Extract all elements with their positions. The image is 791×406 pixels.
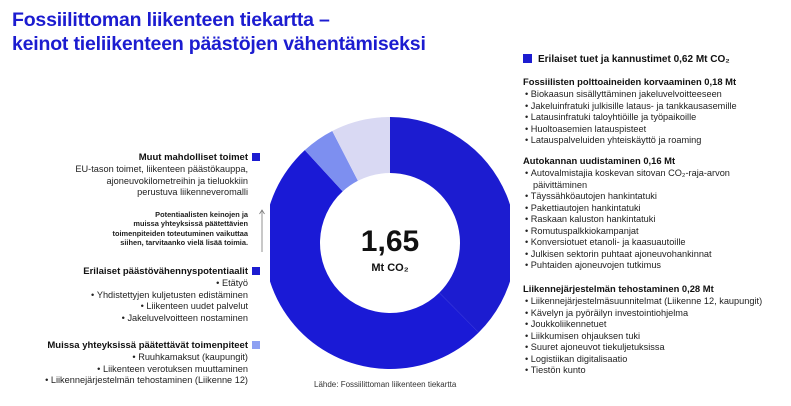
group-liikennejarjestelma — [523, 283, 785, 377]
list-item: • Suuret ajoneuvot tiekuljetuksissa — [523, 342, 785, 354]
title-line-2: keinot tieliikenteen päästöjen vähentämiseksi — [12, 33, 426, 55]
center-unit: Mt CO₂ — [371, 262, 409, 274]
list-item: • Julkisen sektorin puhtaat ajoneuvohankinnat — [523, 249, 785, 261]
light-blue-square-icon — [252, 341, 260, 349]
potentiaalit-heading: Erilaiset päästövähennyspotentiaalit — [10, 266, 260, 278]
muissa-heading: Muissa yhteyksissä päätettävät toimenpiteet — [10, 340, 260, 352]
list-item: • Liikkumisen ohjauksen tuki — [523, 331, 785, 343]
list-item: • Pakettiautojen hankintatuki — [523, 203, 785, 215]
list-item: • Jakeluvelvoitteen nostaminen — [10, 313, 248, 325]
note-line: toimenpiteiden toteutuminen vaikuttaa — [112, 228, 248, 238]
legend-tuet: Erilaiset tuet ja kannustimet 0,62 Mt CO₂ — [523, 54, 730, 65]
muut-toimet-text — [10, 164, 248, 199]
group-polttoaineet — [523, 76, 785, 147]
list-item: • Romutuspalkkiokampanjat — [523, 226, 785, 238]
list-item: • Puhtaiden ajoneuvojen tutkimus — [523, 260, 785, 272]
group-heading: Autokannan uudistaminen 0,16 Mt — [523, 155, 676, 166]
pale-square-icon — [252, 153, 260, 161]
list-item: • Latausinfratuki taloyhtiöille ja työpaikoille — [523, 112, 785, 124]
muut-line: EU-tason toimet, liikenteen päästökauppa, — [75, 164, 248, 174]
list-item: • Etätyö — [10, 278, 248, 290]
dark-blue-square-icon — [523, 54, 532, 63]
list-item: • Autovalmistajia koskevan sitovan CO₂-raja-arvon päivittäminen — [523, 168, 785, 191]
list-item: • Huoltoasemien latauspisteet — [523, 124, 785, 136]
list-item: • Ruuhkamaksut (kaupungit) — [10, 352, 248, 364]
list-item: • Liikennejärjestelmän tehostaminen (Liikenne 12) — [10, 375, 248, 387]
list-item: • Liikenteen verotuksen muuttaminen — [10, 364, 248, 376]
muut-toimet-block — [10, 152, 260, 199]
center-value: 1,65 — [360, 225, 420, 258]
muissa-block — [10, 340, 260, 387]
note-line: Potentiaalisten keinojen ja — [155, 210, 248, 219]
note-block — [10, 210, 248, 248]
muut-toimet-heading: Muut mahdolliset toimet — [10, 152, 260, 164]
group-heading: Fossiilisten polttoaineiden korvaaminen 0,18 Mt — [523, 76, 737, 87]
list-item: • Raskaan kaluston hankintatuki — [523, 214, 785, 226]
list-item: • Logistiikan digitalisaatio — [523, 354, 785, 366]
muut-line: perustuva liikenneveromalli — [137, 187, 248, 197]
list-item: • Jakeluinfratuki julkisille lataus- ja tankkausasemille — [523, 101, 785, 113]
potentiaalit-block — [10, 266, 260, 324]
title-line-1: Fossiilittoman liikenteen tiekartta – — [12, 9, 330, 31]
list-item: • Joukkoliikennetuet — [523, 319, 785, 331]
group-autokanta — [523, 155, 785, 272]
source-note: Lähde: Fossiilittoman liikenteen tiekartta — [314, 380, 457, 389]
muut-line: ajoneuvokilometreihin ja tieluokkiin — [106, 175, 248, 186]
list-item: • Konversiotuet etanoli- ja kaasuautoille — [523, 237, 785, 249]
list-item: • Biokaasun sisällyttäminen jakeluvelvoitteeseen — [523, 89, 785, 101]
list-item: • Yhdistettyjen kuljetusten edistäminen — [10, 290, 248, 302]
note-line: siihen, tarvitaanko vielä lisää toimia. — [120, 238, 248, 248]
list-item: • Kävelyn ja pyöräilyn investointiohjelma — [523, 308, 785, 320]
page-title — [12, 8, 482, 56]
arrow-up-icon — [258, 208, 266, 254]
list-item: • Liikenteen uudet palvelut — [10, 301, 248, 313]
list-item: • Tiestön kunto — [523, 365, 785, 377]
blue-square-icon — [252, 267, 260, 275]
list-item: • Täyssähköautojen hankintatuki — [523, 191, 785, 203]
list-item: • Latauspalveluiden yhteiskäyttö ja roaming — [523, 135, 785, 147]
list-item: • Liikennejärjestelmäsuunnitelmat (Liikenne 12, kaupungit) — [523, 296, 785, 308]
note-line: muissa yhteyksissä päätettävien — [133, 219, 248, 229]
group-heading: Liikennejärjestelmän tehostaminen 0,28 Mt — [523, 283, 714, 294]
